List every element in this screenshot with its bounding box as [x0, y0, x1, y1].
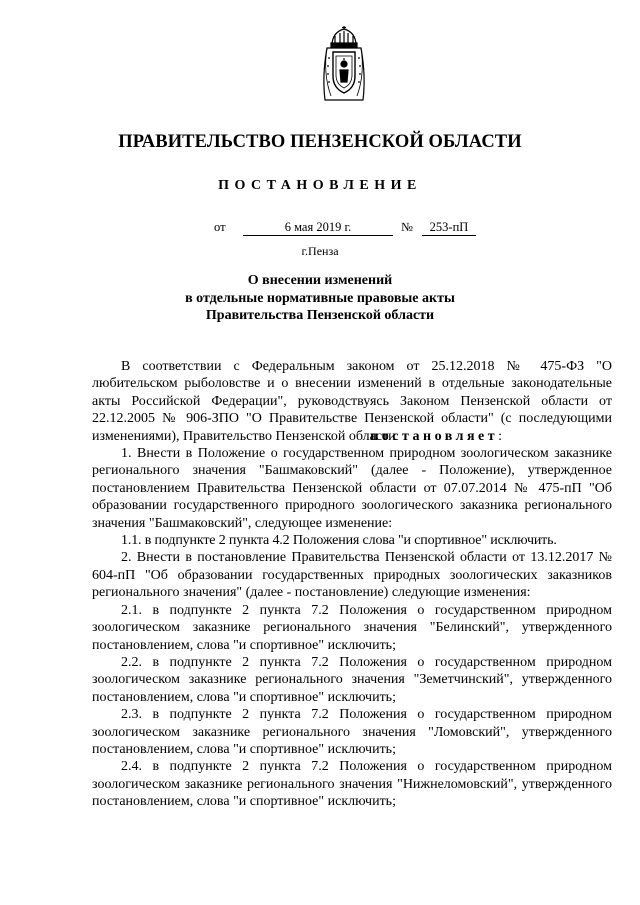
paragraph-2-4: 2.4. в подпункте 2 пункта 7.2 Положения о государственном природном зоологическом заказнике регионального значения "Нижнеломовский", утвержденного постановлением, слова "и спортивное" исключить;: [92, 759, 612, 810]
paragraph-2: 2. Внести в постановление Правительства Пензенской области от 13.12.2017 № 604-пП "Об образовании государственных природных зоологических заказников регионального значения" (далее - постановление) следующие изменения:: [92, 550, 612, 601]
organization-name: ПРАВИТЕЛЬСТВО ПЕНЗЕНСКОЙ ОБЛАСТИ: [118, 132, 522, 152]
decides-word: постановляет: [370, 428, 499, 444]
paragraph-1: 1. Внести в Положение о государственном природном зоологическом заказнике регионального значения "Башмаковский" (далее - Положение), утвержденное постановлением Правительства Пензенской области от 07.07.2014 № 475-пП "Об образовании государственного природного зоологического заказника регионального значения "Башмаковский", следующее изменение:: [92, 446, 612, 531]
date-prefix: от: [214, 220, 226, 234]
document-body: [92, 358, 612, 811]
city: г.Пенза: [301, 244, 339, 258]
coat-of-arms-icon: [319, 26, 369, 102]
document-title: [0, 272, 640, 325]
document-number: 253-пП: [422, 220, 476, 236]
document-type: ПОСТАНОВЛЕНИЕ: [218, 178, 422, 193]
paragraph-1-1: 1.1. в подпункте 2 пункта 4.2 Положения слова "и спортивное" исключить.: [121, 533, 557, 549]
document-date: 6 мая 2019 г.: [243, 220, 393, 236]
title-line: О внесении изменений: [247, 273, 393, 288]
preamble-paragraph: В соответствии с Федеральным законом от 25.12.2018 № 475-ФЗ "О любительском рыболовстве и о внесении изменений в отдельные законодательные акты Российской Федерации", руководствуясь Законом Пензенской области от 22.12.2005 № 906-ЗПО "О Правительстве Пензенской области" (с последующими изменениями), Правительство Пензенской области постановляет:: [92, 359, 612, 444]
title-line: Правительства Пензенской области: [205, 308, 435, 323]
title-line: в отдельные нормативные правовые акты: [185, 290, 455, 306]
paragraph-2-1: 2.1. в подпункте 2 пункта 7.2 Положения о государственном природном зоологическом заказнике регионального значения "Белинский", утвержденного постановлением, слова "и спортивное" исключить;: [92, 602, 612, 653]
paragraph-2-2: 2.2. в подпункте 2 пункта 7.2 Положения о государственном природном зоологическом заказнике регионального значения "Земетчинский", утвержденного постановлением, слова "и спортивное" исключить;: [92, 654, 612, 705]
number-prefix: №: [401, 220, 413, 234]
paragraph-2-3: 2.3. в подпункте 2 пункта 7.2 Положения о государственном природном зоологическом заказнике регионального значения "Ломовский", утвержденного постановлением, слова "и спортивное" исключить;: [92, 707, 612, 757]
